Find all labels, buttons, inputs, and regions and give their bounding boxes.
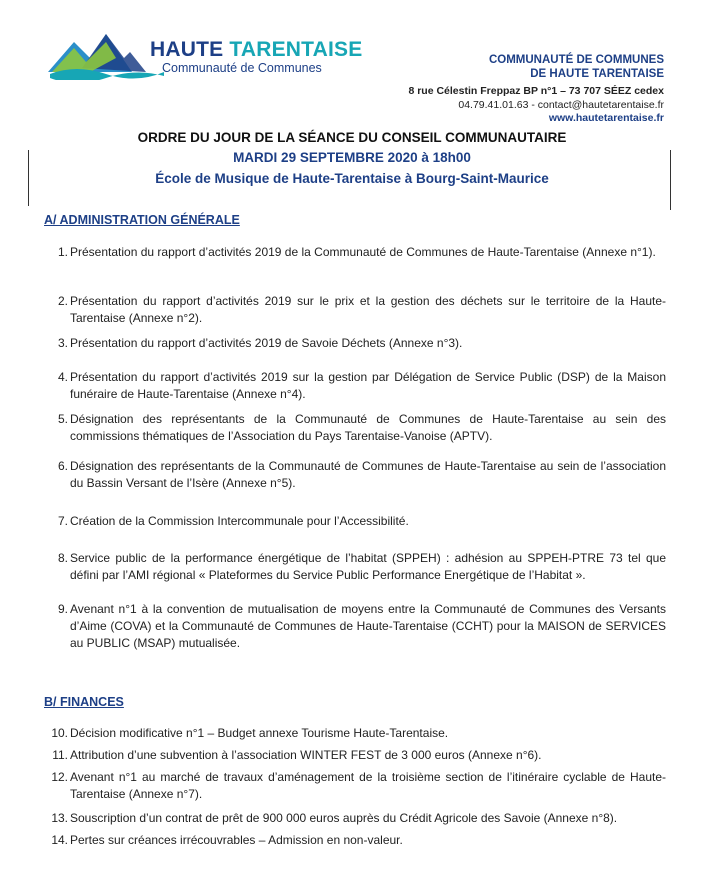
item-number: 11. (52, 748, 68, 762)
agenda-item (44, 293, 666, 327)
meeting-location: École de Musique de Haute-Tarentaise à Bourg-Saint-Maurice (155, 171, 549, 186)
agenda-item (44, 601, 666, 652)
item-text: Création de la Commission Intercommunale pour l’Accessibilité. (70, 514, 409, 528)
item-number: 8. (57, 551, 68, 565)
item-number: 7. (57, 514, 68, 528)
section-title-finances: B/ FINANCES (44, 695, 124, 709)
address-block (408, 85, 664, 126)
item-text: Souscription d’un contrat de prêt de 900 000 euros auprès du Crédit Agricole des Savoie (Annexe n°8). (70, 811, 618, 825)
item-number: 2. (57, 294, 68, 308)
organization-name (489, 53, 664, 81)
item-text: Décision modificative n°1 – Budget annexe Tourisme Haute-Tarentaise. (70, 726, 449, 740)
haute-tarentaise-logo (46, 28, 166, 80)
agenda-item (44, 769, 666, 803)
agenda-item (44, 458, 666, 492)
item-text: Désignation des représentants de la Communauté de Communes de Haute-Tarentaise au sein des commissions thématiques de l’Association du Pays Tarentaise-Vanoise (APTV). (70, 412, 666, 443)
item-text: Attribution d’une subvention à l’association WINTER FEST de 3 000 euros (Annexe n°6). (70, 748, 542, 762)
phone-contact: 04.79.41.01.63 - contact@hautetarentaise.fr (458, 98, 664, 111)
item-number: 1. (57, 245, 68, 259)
item-text: Avenant n°1 à la convention de mutualisation de moyens entre la Communauté de Communes des Versants d’Aime (COVA) et la Communauté de Communes de Haute-Tarentaise (CCHT) pour la MAISON de SERVICES au PUBLIC (MSAP) mutualisée. (70, 602, 666, 650)
agenda-item (44, 747, 666, 764)
item-number: 14. (51, 833, 68, 847)
item-text: Présentation du rapport d’activités 2019 de Savoie Déchets (Annexe n°3). (70, 336, 463, 350)
item-number: 12. (51, 770, 68, 784)
item-text: Présentation du rapport d’activités 2019 sur le prix et la gestion des déchets sur le territoire de la Haute-Tarentaise (Annexe n°2). (70, 294, 666, 325)
section-title-administration: A/ ADMINISTRATION GÉNÉRALE (44, 213, 240, 227)
agenda-item (44, 335, 666, 352)
item-text: Présentation du rapport d’activités 2019 sur la gestion par Délégation de Service Public (DSP) de la Maison funéraire de Haute-Tarentaise (Annexe n°4). (70, 370, 666, 401)
item-text: Désignation des représentants de la Communauté de Communes de Haute-Tarentaise au sein de l’association du Bassin Versant de l’Isère (Annexe n°5). (70, 459, 666, 490)
item-number: 9. (57, 602, 68, 616)
item-number: 10. (51, 726, 68, 740)
item-text: Pertes sur créances irrécouvrables – Admission en non-valeur. (70, 833, 403, 847)
agenda-title: ORDRE DU JOUR DE LA SÉANCE DU CONSEIL COMMUNAUTAIRE (137, 130, 567, 145)
agenda-item (44, 244, 666, 261)
org-line-2: DE HAUTE TARENTAISE (530, 68, 664, 80)
agenda-item (44, 832, 666, 849)
item-text: Service public de la performance énergétique de l’habitat (SPPEH) : adhésion au SPPEH-PTRE 73 tel que défini par l’AMI régional « Plateformes du Service Public Performance Energétique de l’Habitat ». (70, 551, 666, 582)
agenda-item (44, 725, 666, 742)
agenda-item (44, 411, 666, 445)
item-number: 13. (51, 811, 68, 825)
brand-title (150, 38, 362, 62)
postal-address: 8 rue Célestin Freppaz BP n°1 – 73 707 SÉEZ cedex (408, 85, 664, 97)
brand-title-haute: HAUTE (150, 38, 224, 61)
agenda-item (44, 810, 666, 827)
agenda-item (44, 550, 666, 584)
website-link[interactable]: www.hautetarentaise.fr (548, 112, 664, 124)
brand-title-tarentaise: TARENTAISE (229, 38, 363, 61)
agenda-heading (0, 129, 704, 189)
agenda-item (44, 369, 666, 403)
item-number: 6. (57, 459, 68, 473)
org-line-1: COMMUNAUTÉ DE COMMUNES (488, 54, 664, 66)
brand-subtitle: Communauté de Communes (162, 61, 322, 75)
agenda-item (44, 513, 666, 530)
item-number: 3. (57, 336, 68, 350)
item-number: 5. (57, 412, 68, 426)
meeting-date: MARDI 29 SEPTEMBRE 2020 à 18h00 (233, 150, 471, 165)
item-text: Avenant n°1 au marché de travaux d’aménagement de la troisième section de l’itinéraire cyclable de Haute-Tarentaise (Annexe n°7). (70, 770, 666, 801)
item-number: 4. (57, 370, 68, 384)
item-text: Présentation du rapport d’activités 2019 de la Communauté de Communes de Haute-Tarentaise (Annexe n°1). (70, 245, 656, 259)
